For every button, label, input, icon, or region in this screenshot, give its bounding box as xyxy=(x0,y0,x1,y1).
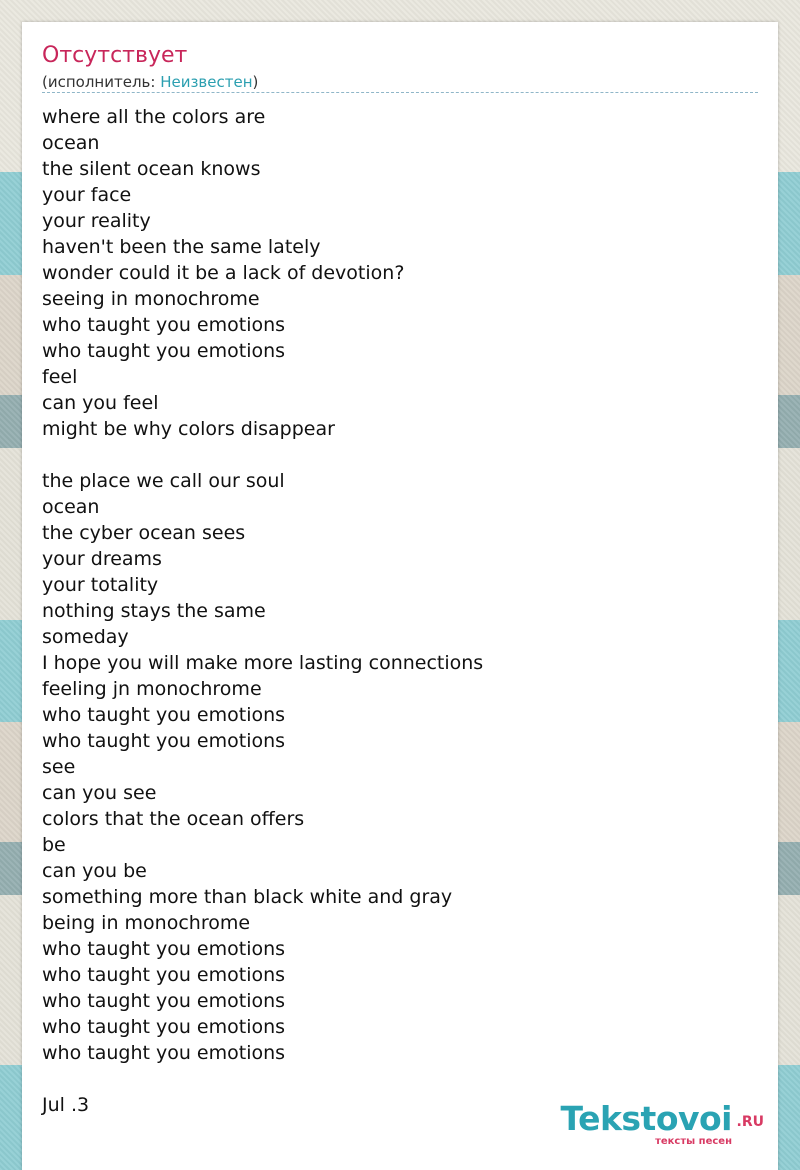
lyric-line: see xyxy=(42,756,76,778)
lyric-line: who taught you emotions xyxy=(42,730,286,752)
lyric-line: seeing in monochrome xyxy=(42,288,260,310)
lyric-line: colors that the ocean offers xyxy=(42,808,305,830)
title-divider xyxy=(42,92,758,93)
lyric-line: Jul .3 xyxy=(42,1094,90,1116)
lyrics-body xyxy=(42,104,758,1118)
byline-suffix: ) xyxy=(252,73,259,91)
lyric-line: can you see xyxy=(42,782,157,804)
lyric-line: being in monochrome xyxy=(42,912,251,934)
lyric-line: can you be xyxy=(42,860,147,882)
lyric-line: where all the colors are xyxy=(42,106,266,128)
logo-tagline: тексты песен xyxy=(655,1136,732,1147)
lyric-line: who taught you emotions xyxy=(42,704,286,726)
lyric-line: who taught you emotions xyxy=(42,314,286,336)
lyric-line: the silent ocean knows xyxy=(42,158,261,180)
logo-wordmark: Tekstovoi xyxy=(560,1099,732,1138)
lyric-line: ocean xyxy=(42,496,100,518)
lyric-line: feeling jn monochrome xyxy=(42,678,262,700)
lyric-line: the cyber ocean sees xyxy=(42,522,246,544)
lyric-line: might be why colors disappear xyxy=(42,418,335,440)
byline-prefix: (исполнитель: xyxy=(42,73,161,91)
lyrics-card xyxy=(22,22,778,1170)
lyric-line: who taught you emotions xyxy=(42,1042,286,1064)
lyric-line: someday xyxy=(42,626,129,648)
lyric-line: ocean xyxy=(42,132,100,154)
lyric-line: haven't been the same lately xyxy=(42,236,321,258)
lyric-line: something more than black white and gray xyxy=(42,886,453,908)
lyric-line: who taught you emotions xyxy=(42,964,286,986)
stanza-break xyxy=(42,1066,758,1092)
lyric-line: who taught you emotions xyxy=(42,990,286,1012)
lyric-line: I hope you will make more lasting connections xyxy=(42,652,484,674)
song-title: Отсутствует xyxy=(42,43,188,68)
site-logo[interactable] xyxy=(560,1100,770,1150)
stanza-break xyxy=(42,442,758,468)
logo-domain: .RU xyxy=(736,1114,764,1130)
lyric-line: your dreams xyxy=(42,548,162,570)
lyric-line: who taught you emotions xyxy=(42,340,286,362)
artist-byline xyxy=(42,72,258,92)
lyric-line: be xyxy=(42,834,66,856)
lyric-line: the place we call our soul xyxy=(42,470,285,492)
lyric-line: your reality xyxy=(42,210,151,232)
lyric-line: your face xyxy=(42,184,132,206)
lyric-line: can you feel xyxy=(42,392,159,414)
lyric-line: feel xyxy=(42,366,78,388)
lyric-line: wonder could it be a lack of devotion? xyxy=(42,262,405,284)
lyric-line: your totality xyxy=(42,574,159,596)
artist-link[interactable]: Неизвестен xyxy=(160,73,253,91)
lyric-line: who taught you emotions xyxy=(42,1016,286,1038)
lyric-line: who taught you emotions xyxy=(42,938,286,960)
lyric-line: nothing stays the same xyxy=(42,600,266,622)
